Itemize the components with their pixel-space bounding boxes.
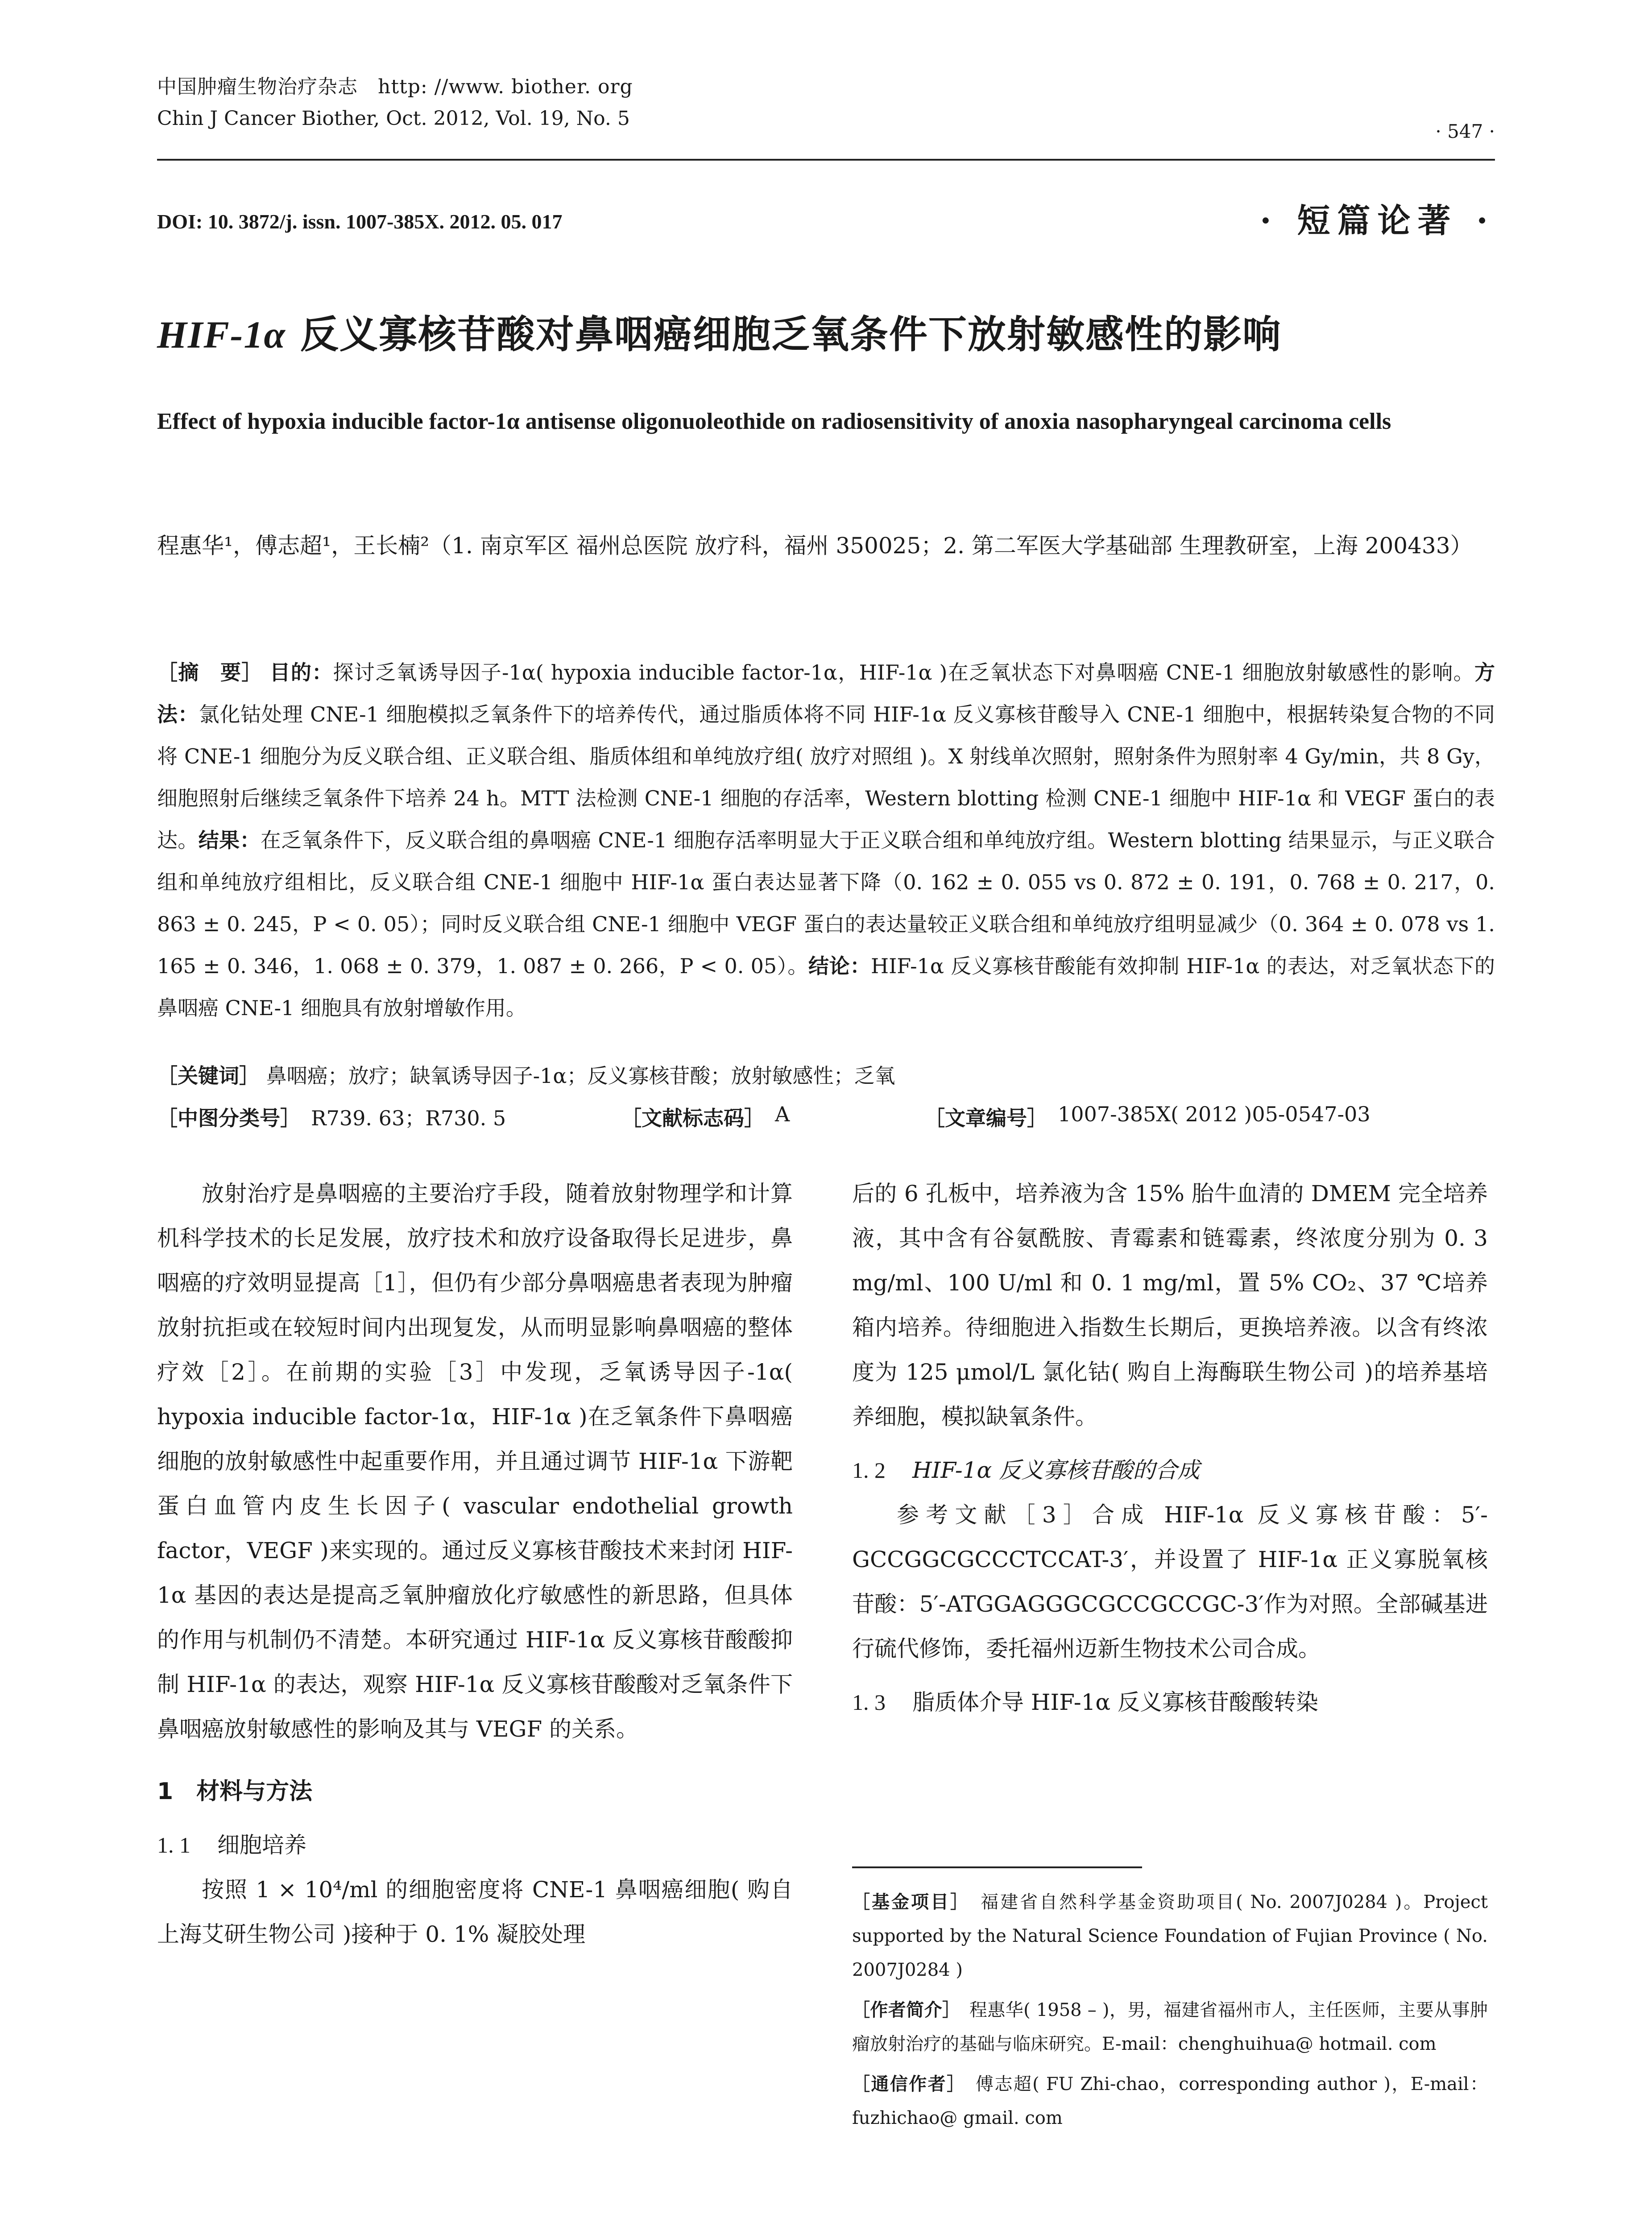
subsection-heading bbox=[852, 1448, 1488, 1493]
results-text: 在乏氧条件下，反义联合组的鼻咽癌 CNE-1 细胞存活率明显大于正义联合组和单纯放疗组。Western blotting 结果显示，与正义联合组和单纯放疗组相比，反义联合组 CNE-1 细胞中 HIF-1α 蛋白表达显著下降（0. 162 ± 0. 055 vs 0. 872 ± 0. 191，0. 768 ± 0. 217，0. 863 ± 0. 245，P < 0. 05）；同时反义联合组 CNE-1 细胞中 VEGF 蛋白的表达量较正义联合组和单纯放疗组明显减少（0. 364 ± 0. 078 vs 1. 165 ± 0. 346，1. 068 ± 0. 379，1. 087 ± 0. 266，P < 0. 05）。 bbox=[157, 828, 1495, 978]
methods-label: 方法： bbox=[157, 660, 1495, 726]
subsection-number: 1. 1 bbox=[157, 1833, 190, 1858]
subsection-number: 1. 3 bbox=[852, 1690, 886, 1715]
article-id bbox=[924, 1102, 1370, 1132]
corresponding-label: ［通信作者］ bbox=[852, 2074, 957, 2094]
abstract-label: ［摘 要］ bbox=[157, 660, 263, 684]
journal-header-cn: 中国肿瘤生物治疗杂志 http: //www. biother. org bbox=[157, 75, 633, 98]
footnotes bbox=[852, 1885, 1488, 2141]
keywords-label: ［关键词］ bbox=[157, 1064, 260, 1088]
author-bio-text: 程惠华( 1958 – )，男，福建省福州市人，主任医师，主要从事肿瘤放射治疗的基础与临床研究。E-mail：chenghuihua@ hotmail. com bbox=[852, 2000, 1488, 2054]
keywords bbox=[157, 1060, 1495, 1089]
authors: 程惠华¹，傅志超¹，王长楠²（1. 南京军区 福州总医院 放疗科，福州 350025；2. 第二军医大学基础部 生理教研室，上海 200433） bbox=[157, 533, 1473, 559]
page-number: · 547 · bbox=[1435, 120, 1495, 142]
article-id-value: 1007-385X( 2012 )05-0547-03 bbox=[1058, 1102, 1370, 1126]
article-id-label: ［文章编号］ bbox=[924, 1106, 1037, 1130]
title-cn-text: 反义寡核苷酸对鼻咽癌细胞乏氧条件下放射敏感性的影响 bbox=[286, 312, 1282, 357]
footnote-funding bbox=[852, 1885, 1488, 1987]
funding-label: ［基金项目］ bbox=[852, 1892, 961, 1912]
subsection-number: 1. 2 bbox=[852, 1458, 886, 1483]
clc bbox=[157, 1102, 506, 1132]
subsection-title: 细胞培养 bbox=[217, 1832, 306, 1858]
methods-text: 氯化钴处理 CNE-1 细胞模拟乏氧条件下的培养传代，通过脂质体将不同 HIF-1α 反义寡核苷酸导入 CNE-1 细胞中，根据转染复合物的不同将 CNE-1 细胞分为反义联合组、正义联合组、脂质体组和单纯放疗组( 放疗对照组 )。X 射线单次照射，照射条件为照射率 4 Gy/min，共 8 Gy，细胞照射后继续乏氧条件下培养 24 h。MTT 法检测 CNE-1 细胞的存活率，Western blotting 检测 CNE-1 细胞中 HIF-1α 和 VEGF 蛋白的表达。 bbox=[157, 702, 1495, 852]
doc-code-label: ［文献标志码］ bbox=[621, 1106, 754, 1130]
paragraph: 参考文献［3］合成 HIF-1α 反义寡核苷酸：5′-GCCGGCGCCCTCCAT-3′，并设置了 HIF-1α 正义寡脱氧核苷酸：5′-ATGGAGGGCGCCGCCGC-3′作为对照。全部碱基进行硫代修饰，委托福州迈新生物技术公司合成。 bbox=[852, 1502, 1488, 1662]
section-tag: · 短篇论著 · bbox=[1259, 202, 1495, 240]
title-cn-gene: HIF-1α bbox=[157, 313, 286, 356]
objective-text: 探讨乏氧诱导因子-1α( hypoxia inducible factor-1α，HIF-1α )在乏氧状态下对鼻咽癌 CNE-1 细胞放射敏感性的影响。 bbox=[333, 660, 1474, 684]
conclusion-text: HIF-1α 反义寡核苷酸能有效抑制 HIF-1α 的表达，对乏氧状态下的鼻咽癌 CNE-1 细胞具有放射增敏作用。 bbox=[157, 954, 1495, 1020]
body-right-column bbox=[852, 1171, 1488, 1725]
doc-code-value: A bbox=[775, 1102, 790, 1126]
subsection-heading bbox=[852, 1680, 1488, 1725]
subsection-title: 脂质体介导 HIF-1α 反义寡核苷酸酸转染 bbox=[912, 1689, 1319, 1715]
subsection-heading bbox=[157, 1823, 793, 1867]
footnote-author bbox=[852, 1993, 1488, 2061]
clc-value: R739. 63；R730. 5 bbox=[311, 1106, 506, 1130]
header-rule bbox=[157, 159, 1495, 161]
paragraph-continued: 后的 6 孔板中，培养液为含 15% 胎牛血清的 DMEM 完全培养液，其中含有谷氨酰胺、青霉素和链霉素，终浓度分别为 0. 3 mg/ml、100 U/ml 和 0. 1 mg/ml，置 5% CO₂、37 ℃培养箱内培养。待细胞进入指数生长期后，更换培养液。以含有终浓度为 125 μmol/L 氯化钴( 购自上海酶联生物公司 )的培养基培养细胞，模拟缺氧条件。 bbox=[852, 1181, 1488, 1430]
conclusion-label: 结论： bbox=[808, 954, 871, 978]
body-left-column bbox=[157, 1171, 793, 1957]
funding-text: 福建省自然科学基金资助项目( No. 2007J0284 )。Project supported by the Natural Science Foundation of Fujian Province ( No. 2007J0284 ) bbox=[852, 1892, 1488, 1980]
doi: DOI: 10. 3872/j. issn. 1007-385X. 2012. 05. 017 bbox=[157, 210, 563, 233]
section-heading: 1 材料与方法 bbox=[157, 1778, 313, 1805]
title-en: Effect of hypoxia inducible factor-1α antisense oligonuoleothide on radiosensitivity of anoxia nasopharyngeal carcinoma cells bbox=[157, 409, 1391, 434]
subsection-title: HIF-1α 反义寡核苷酸的合成 bbox=[912, 1457, 1200, 1483]
keywords-text: 鼻咽癌；放疗；缺氧诱导因子-1α；反义寡核苷酸；放射敏感性；乏氧 bbox=[266, 1064, 895, 1088]
results-label: 结果： bbox=[198, 828, 261, 852]
author-bio-label: ［作者简介］ bbox=[852, 2000, 952, 2020]
objective-label: 目的： bbox=[269, 660, 333, 684]
footnote-corresponding bbox=[852, 2067, 1488, 2135]
doc-code bbox=[621, 1102, 790, 1132]
footnote-rule bbox=[852, 1866, 1142, 1868]
intro-paragraph: 放射治疗是鼻咽癌的主要治疗手段，随着放射物理学和计算机科学技术的长足发展，放疗技术和放疗设备取得长足进步，鼻咽癌的疗效明显提高［1］，但仍有少部分鼻咽癌患者表现为肿瘤放射抗拒或在较短时间内出现复发，从而明显影响鼻咽癌的整体疗效［2］。在前期的实验［3］中发现，乏氧诱导因子-1α( hypoxia inducible factor-1α，HIF-1α )在乏氧条件下鼻咽癌细胞的放射敏感性中起重要作用，并且通过调节 HIF-1α 下游靶蛋白血管内皮生长因子( vascular endothelial growth factor，VEGF )来实现的。通过反义寡核苷酸技术来封闭 HIF-1α 基因的表达是提高乏氧肿瘤放化疗敏感性的新思路，但具体的作用与机制仍不清楚。本研究通过 HIF-1α 反义寡核苷酸酸抑制 HIF-1α 的表达，观察 HIF-1α 反义寡核苷酸酸对乏氧条件下鼻咽癌放射敏感性的影响及其与 VEGF 的关系。 bbox=[157, 1181, 793, 1742]
paragraph: 按照 1 × 10⁴/ml 的细胞密度将 CNE-1 鼻咽癌细胞( 购自上海艾研生物公司 )接种于 0. 1% 凝胶处理 bbox=[157, 1877, 793, 1947]
abstract bbox=[157, 651, 1495, 1029]
clc-label: ［中图分类号］ bbox=[157, 1106, 290, 1130]
corresponding-text: 傅志超( FU Zhi-chao，corresponding author )，E-mail：fuzhichao@ gmail. com bbox=[852, 2074, 1488, 2128]
journal-header-en: Chin J Cancer Biother, Oct. 2012, Vol. 19, No. 5 bbox=[157, 107, 630, 130]
title-cn bbox=[157, 303, 1282, 359]
classification-row bbox=[157, 1102, 1495, 1133]
